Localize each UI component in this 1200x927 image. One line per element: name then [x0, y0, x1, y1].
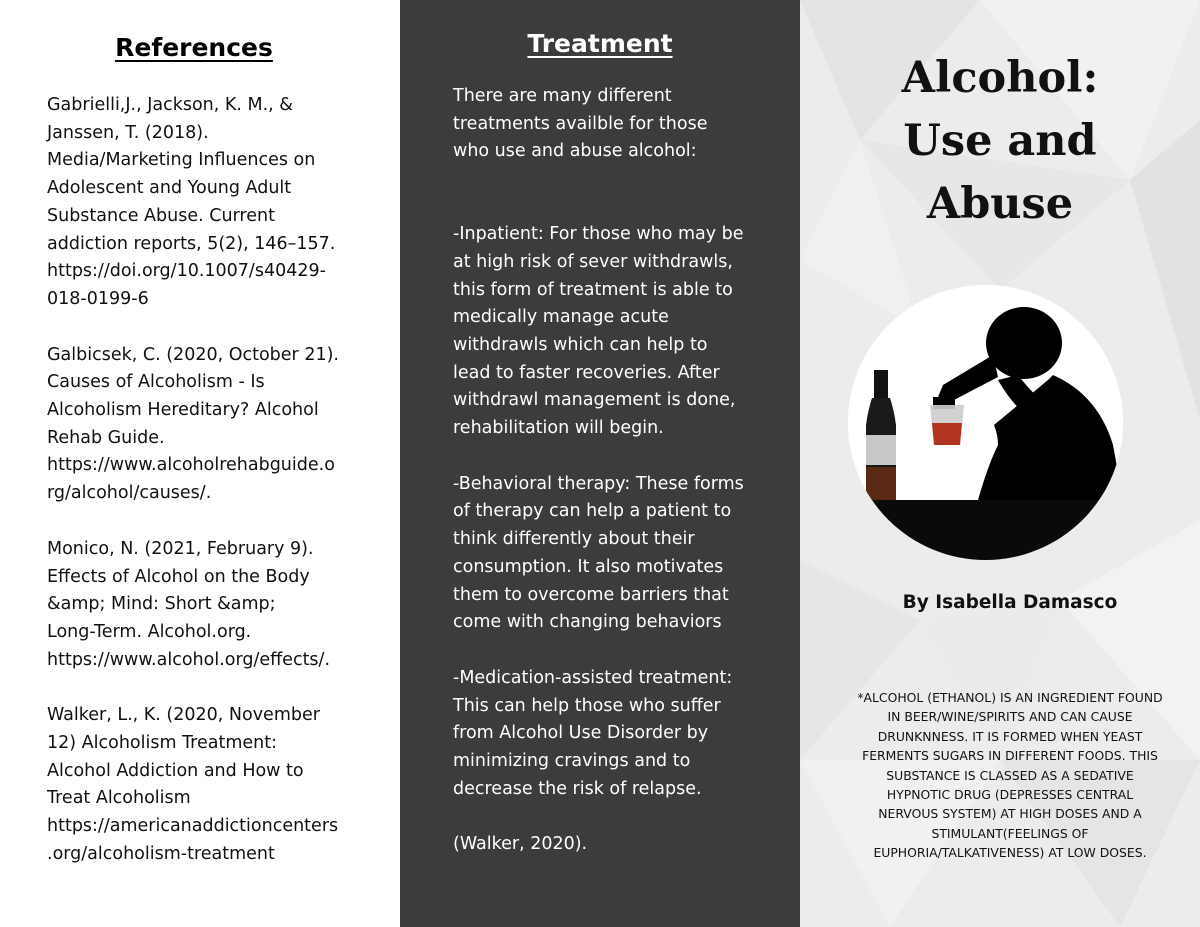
- reference-entry-monico: Monico, N. (2021, February 9). Effects of Alcohol on the Body &amp; Mind: Short &amp; Long-Term. Alcohol.org. https://www.alcohol.org/effects/.: [47, 538, 331, 670]
- reference-entry-gabrielli: Gabrielli,J., Jackson, K. M., & Janssen, T. (2018). Media/Marketing Influences on Adolescent and Young Adult Substance Abuse. Current addiction reports, 5(2), 146–157. https://doi.org/10.1007/s40429- 018-0199-6: [47, 95, 336, 309]
- treatment-citation: (Walker, 2020).: [453, 834, 588, 855]
- cover-title: Alcohol: Use and Abuse: [901, 53, 1099, 229]
- author-byline: By Isabella Damasco: [902, 592, 1118, 613]
- silhouette-illustration: [848, 285, 1123, 560]
- references-heading: References: [115, 33, 273, 62]
- references-panel: [0, 0, 400, 927]
- treatment-inpatient: -Inpatient: For those who may be at high risk of sever withdrawls, this form of treatment is able to medically manage acute withdrawls which can help to lead to faster recoveries. After withdrawl management is done, rehabilitation will begin.: [453, 224, 744, 439]
- treatment-panel: [400, 0, 800, 927]
- treatment-behavioral-therapy: -Behavioral therapy: These forms of therapy can help a patient to think differently about their consumption. It also motivates them to overcome barriers that come with changing behaviors: [453, 473, 744, 633]
- treatment-heading: Treatment: [527, 29, 673, 58]
- treatment-medication-assisted: -Medication-assisted treatment: This can help those who suffer from Alcohol Use Disorder by minimizing cravings and to decrease the risk of relapse.: [453, 667, 733, 799]
- treatment-intro: There are many different treatments availble for those who use and abuse alcohol:: [453, 86, 708, 162]
- treatment-body: [453, 83, 773, 887]
- glass-icon: [930, 405, 964, 445]
- reference-list: [47, 92, 367, 897]
- cover-photo: [848, 285, 1123, 560]
- reference-entry-walker: Walker, L., K. (2020, November 12) Alcoholism Treatment: Alcohol Addiction and How to Treat Alcoholism https://americanaddictioncenters .org/alcoholism-treatment: [47, 705, 339, 864]
- reference-entry-galbicsek: Galbicsek, C. (2020, October 21). Causes of Alcoholism - Is Alcoholism Hereditary? Alcohol Rehab Guide. https://www.alcoholrehabguide.o rg/alcohol/causes/.: [47, 344, 339, 504]
- ethanol-footnote: *ALCOHOL (ETHANOL) IS AN INGREDIENT FOUND IN BEER/WINE/SPIRITS AND CAN CAUSE DRUNKNNESS. IT IS FORMED WHEN YEAST FERMENTS SUGARS IN DIFFERENT FOODS. THIS SUBSTANCE IS CLASSED AS A SEDATIVE HYPNOTIC DRUG (DEPRESSES CENTRAL NERVOUS SYSTEM) AT HIGH DOSES AND A STIMULANT(FEELINGS OF EUPHORIA/TALKATIVENESS) AT LOW DOSES.: [857, 690, 1163, 861]
